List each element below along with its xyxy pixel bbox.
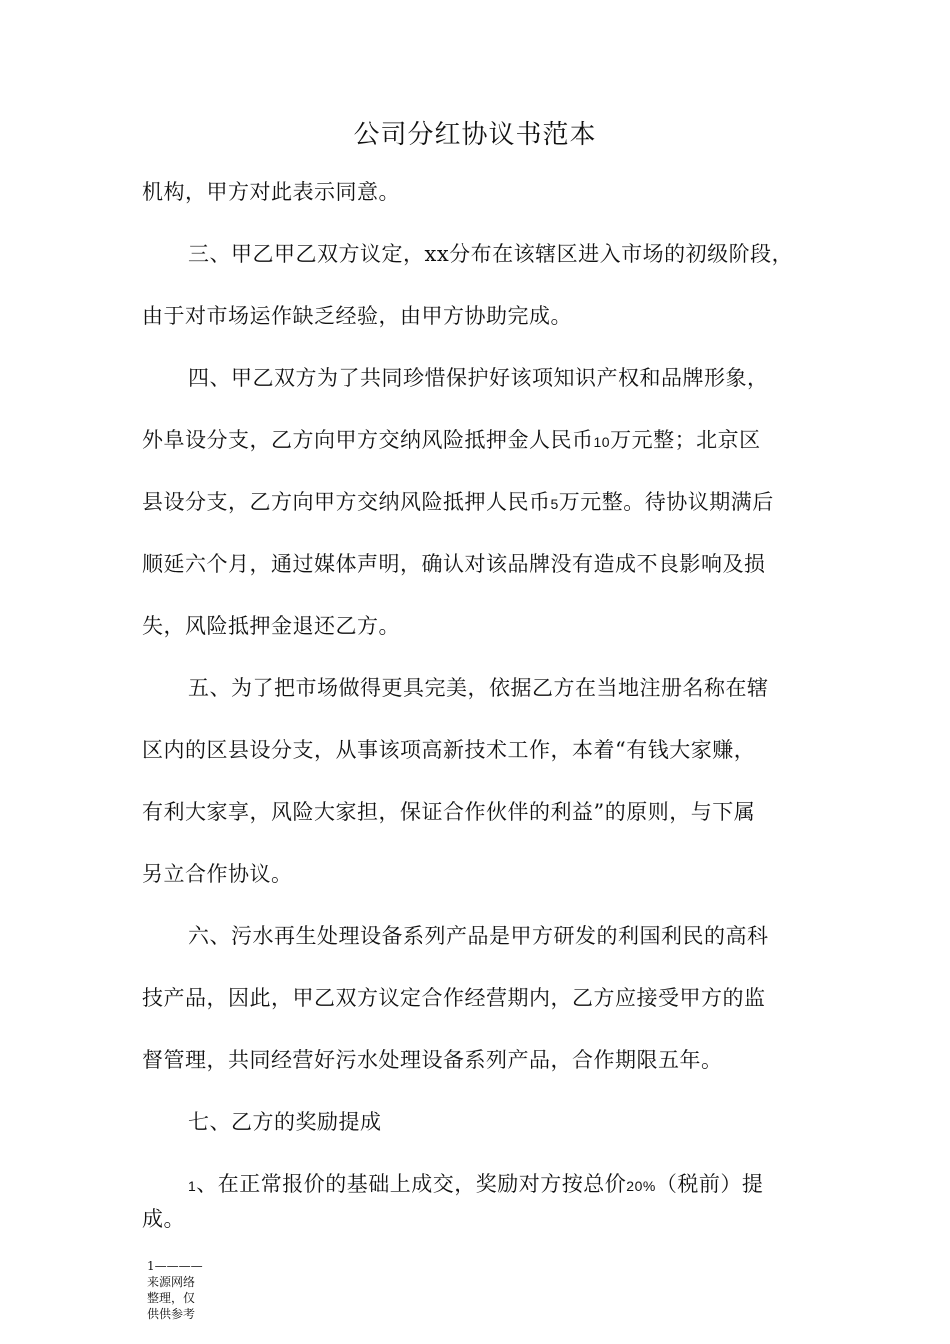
text-line: 技产品，因此，甲乙双方议定合作经营期内，乙方应接受甲方的监 xyxy=(142,986,766,1010)
text-line: 外阜设分支，乙方向甲方交纳风险抵押金人民币10万元整；北京区 xyxy=(142,428,761,452)
text-line: 成。 xyxy=(142,1207,185,1231)
text-line: 七、乙方的奖励提成 xyxy=(188,1110,382,1134)
text-line: 顺延六个月，通过媒体声明，确认对该品牌没有造成不良影响及损 xyxy=(142,552,766,576)
text-line: 区内的区县设分支，从事该项高新技术工作，本着“有钱大家赚， xyxy=(142,738,756,762)
text-line: 有利大家享，风险大家担，保证合作伙伴的利益”的原则，与下属 xyxy=(142,800,756,824)
text-line: 机构，甲方对此表示同意。 xyxy=(142,180,400,204)
text-line: 六、污水再生处理设备系列产品是甲方研发的利国利民的高科 xyxy=(188,924,769,948)
text-line: 1、在正常报价的基础上成交，奖励对方按总价20%（税前）提 xyxy=(188,1172,764,1196)
text-line: 四、甲乙双方为了共同珍惜保护好该项知识产权和品牌形象， xyxy=(188,366,769,390)
page-footer-note: 1————来源网络整理，仅供供参考 xyxy=(147,1259,203,1321)
text-line: 五、为了把市场做得更具完美，依据乙方在当地注册名称在辖 xyxy=(188,676,769,700)
text-line: 县设分支，乙方向甲方交纳风险抵押人民币5万元整。待协议期满后 xyxy=(142,490,774,514)
text-line: 督管理，共同经营好污水处理设备系列产品，合作期限五年。 xyxy=(142,1048,723,1072)
text-line: 另立合作协议。 xyxy=(142,862,293,886)
text-line: 三、甲乙甲乙双方议定，xx分布在该辖区进入市场的初级阶段， xyxy=(188,242,794,266)
text-line: 由于对市场运作缺乏经验，由甲方协助完成。 xyxy=(142,304,572,328)
text-line: 失，风险抵押金退还乙方。 xyxy=(142,614,400,638)
document-title: 公司分红协议书范本 xyxy=(353,120,597,150)
